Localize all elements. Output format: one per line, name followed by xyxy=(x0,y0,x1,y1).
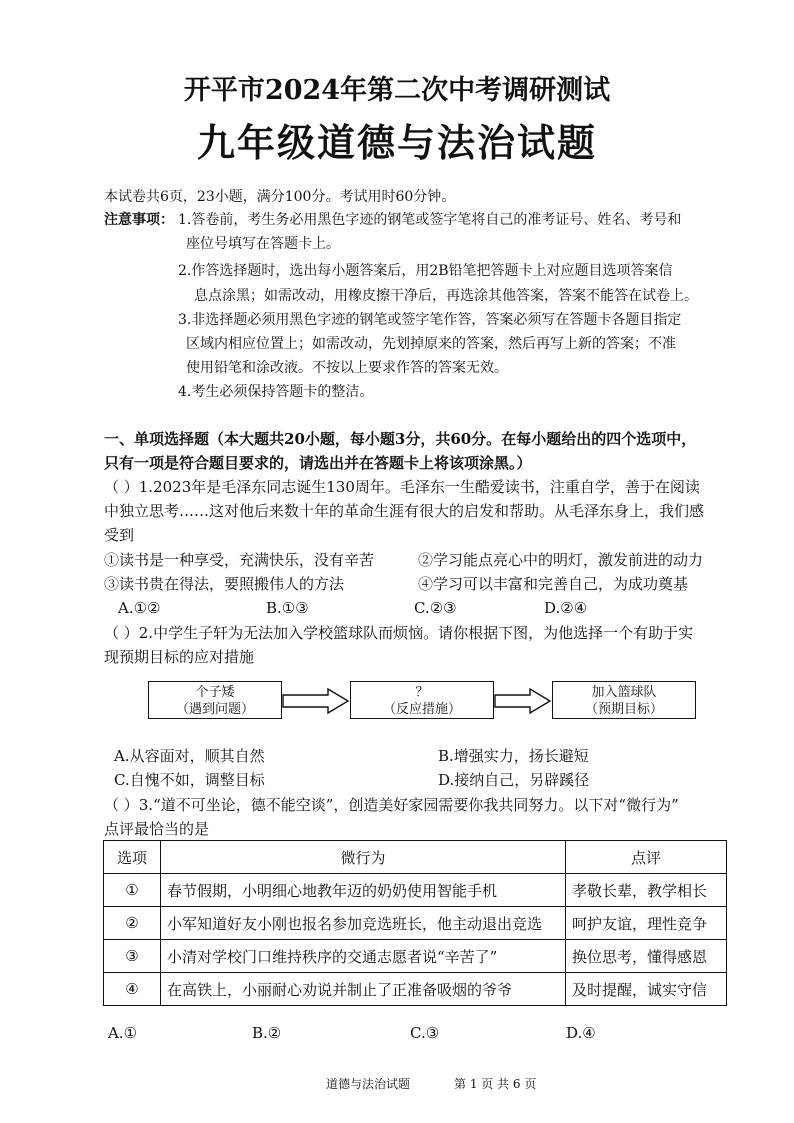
flow-box-goal-caption: （预期目标） xyxy=(584,702,663,717)
flow-box-goal-text: 加入篮球队 xyxy=(591,685,657,700)
q2-stem-line-2: 现预期目标的应对措施 xyxy=(104,648,255,666)
q2-option-a: A.从容面对，顺其自然 xyxy=(114,747,265,765)
table-cell-comment: 及时提醒，诚实守信 xyxy=(566,973,727,1006)
q1-option-b: B.①③ xyxy=(266,599,309,617)
q1-stem-line-1: （ ）1.2023年是毛泽东同志诞生130周年。毛泽东一生酷爱读书，注重自学，善于在阅读 xyxy=(104,478,700,496)
note-3-line-1: 3.非选择题必须用黑色字迹的钢笔或签字笔作答，答案必须写在答题卡各题目指定 xyxy=(178,312,682,328)
section-heading-2: 只有一项是符合题目要求的，请选出并在答题卡上将该项涂黑。） xyxy=(104,454,532,472)
footer-page-number: 第 1 页 共 6 页 xyxy=(454,1077,537,1091)
q2-stem-line-1: （ ）2.中学生子轩为无法加入学校篮球队而烦恼。请你根据下图，为他选择一个有助于实 xyxy=(104,624,694,642)
q1-statement-4: ④学习可以丰富和完善自己，为成功奠基 xyxy=(418,575,689,593)
table-cell-behavior: 小清对学校门口维持秩序的交通志愿者说“辛苦了” xyxy=(161,940,566,973)
flow-box-measure-caption: （反应措施） xyxy=(382,702,461,717)
q1-option-a: A.①② xyxy=(118,599,161,617)
table-row xyxy=(104,907,727,940)
table-header-option: 选项 xyxy=(104,841,161,874)
note-2-line-2: 息点涂黑；如需改动，用橡皮擦干净后，再选涂其他答案，答案不能答在试卷上。 xyxy=(194,288,698,304)
exam-title: 开平市2024年第二次中考调研测试 xyxy=(183,75,611,106)
table-header-comment: 点评 xyxy=(566,841,727,874)
table-row xyxy=(104,973,727,1006)
q1-stem-line-3: 受到 xyxy=(104,526,135,544)
table-row xyxy=(104,874,727,907)
q3-option-b: B.② xyxy=(252,1024,282,1042)
table-cell-comment: 换位思考，懂得感恩 xyxy=(566,940,727,973)
flow-box-problem xyxy=(148,681,282,719)
q3-stem-line-1: （ ）3.“道不可坐论，德不能空谈”，创造美好家园需要你我共同努力。以下对“微行为” xyxy=(104,796,679,814)
table-cell-option: ④ xyxy=(104,973,161,1006)
flow-box-measure xyxy=(350,681,494,719)
flow-arrow-2 xyxy=(494,688,552,714)
table-cell-comment: 呵护友谊，理性竞争 xyxy=(566,907,727,940)
q3-stem-line-2: 点评最恰当的是 xyxy=(104,820,210,838)
q1-stem-line-2: 中独立思考……这对他后来数十年的革命生涯有很大的启发和帮助。从毛泽东身上，我们感 xyxy=(104,502,705,520)
q1-statement-3: ③读书贵在得法，要照搬伟人的方法 xyxy=(104,575,345,593)
q3-table xyxy=(103,840,727,1006)
table-cell-option: ③ xyxy=(104,940,161,973)
q1-option-c: C.②③ xyxy=(414,599,457,617)
flow-arrow-1 xyxy=(282,688,350,714)
notes-label: 注意事项： xyxy=(104,212,174,228)
subject-title: 九年级道德与法治试题 xyxy=(196,120,597,165)
q2-option-c: C.自愧不如，调整目标 xyxy=(114,771,265,789)
section-heading-1: 一、单项选择题（本大题共20小题，每小题3分，共60分。在每小题给出的四个选项中， xyxy=(104,430,697,448)
table-cell-comment: 孝敬长辈，教学相长 xyxy=(566,874,727,907)
note-1-line-1: 1.答卷前，考生务必用黑色字迹的钢笔或签字笔将自己的准考证号、姓名、考号和 xyxy=(178,212,682,228)
flow-box-measure-text: ？ xyxy=(415,685,429,700)
q1-statement-2: ②学习能点亮心中的明灯，激发前进的动力 xyxy=(418,551,704,569)
q1-statement-1: ①读书是一种享受，充满快乐，没有辛苦 xyxy=(104,551,375,569)
note-4: 4.考生必须保持答题卡的整洁。 xyxy=(178,384,374,400)
q2-option-b: B.增强实力，扬长避短 xyxy=(438,747,589,765)
note-3-line-3: 使用铅笔和涂改液。不按以上要求作答的答案无效。 xyxy=(186,360,508,376)
q2-option-d: D.接纳自己，另辟蹊径 xyxy=(438,771,590,789)
flow-box-goal xyxy=(552,681,696,719)
q3-option-a: A.① xyxy=(108,1024,138,1042)
table-cell-behavior: 小军知道好友小刚也报名参加竞选班长，他主动退出竞选 xyxy=(161,907,566,940)
note-1-line-2: 座位号填写在答题卡上。 xyxy=(186,236,340,252)
table-cell-behavior: 春节假期，小明细心地教年迈的奶奶使用智能手机 xyxy=(161,874,566,907)
note-2-line-1: 2.作答选择题时，选出每小题答案后，用2B铅笔把答题卡上对应题目选项答案信 xyxy=(178,263,673,279)
flow-box-problem-text: 个子矮 xyxy=(195,685,235,700)
q3-option-d: D.④ xyxy=(566,1024,596,1042)
table-header-behavior: 微行为 xyxy=(161,841,566,874)
note-3-line-2: 区域内相应位置上；如需改动，先划掉原来的答案，然后再写上新的答案；不准 xyxy=(186,336,676,352)
table-cell-option: ① xyxy=(104,874,161,907)
table-cell-behavior: 在高铁上，小丽耐心劝说并制止了正准备吸烟的爷爷 xyxy=(161,973,566,1006)
table-cell-option: ② xyxy=(104,907,161,940)
table-row xyxy=(104,940,727,973)
q3-option-c: C.③ xyxy=(410,1024,440,1042)
table-header-row xyxy=(104,841,727,874)
exam-info: 本试卷共6页，23小题，满分100分。考试用时60分钟。 xyxy=(104,189,456,205)
footer-subject: 道德与法治试题 xyxy=(326,1077,411,1091)
q1-option-d: D.②④ xyxy=(544,599,588,617)
flow-box-problem-caption: （遇到问题） xyxy=(175,702,254,717)
